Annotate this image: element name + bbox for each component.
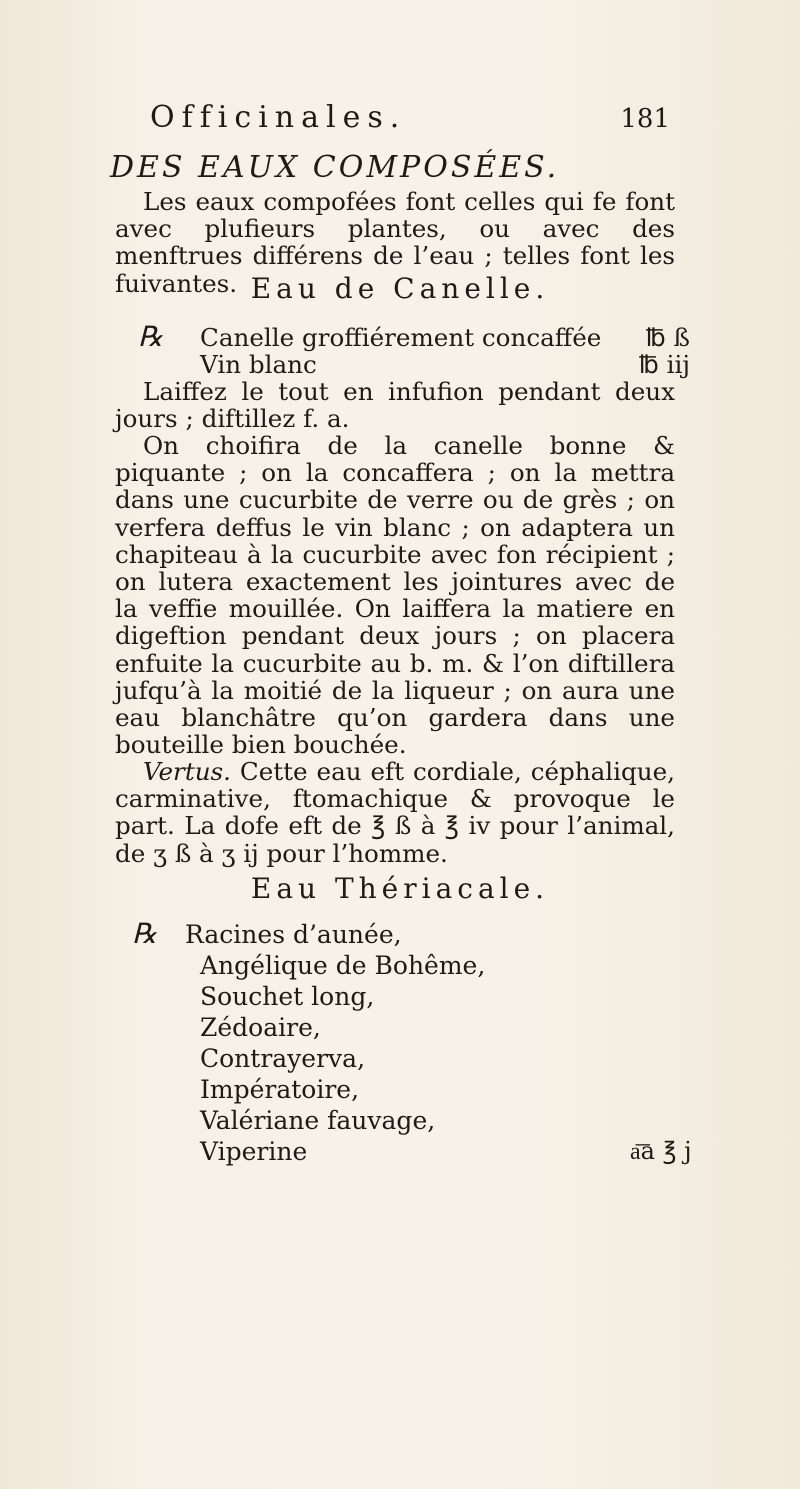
ingredient-line: Contrayerva, — [200, 1044, 366, 1073]
ingredient-amount: ℔ ß — [645, 323, 690, 352]
running-head — [150, 100, 670, 150]
ingredient-line — [200, 350, 690, 378]
ingredient-line: Racines d’aunée, — [185, 920, 402, 949]
page-number: 181 — [620, 104, 670, 134]
virtues-text: Cette eau eft cordiale, céphalique, carminative, ftomachique & provoque le part. La dofe eft de ℥ ß à ℥ iv pour l’animal, de ʒ ß à ʒ ij pour l’homme. — [115, 757, 675, 868]
ingredient-line: Angélique de Bohême, — [200, 951, 486, 980]
ingredient-name: Vin blanc — [200, 350, 317, 379]
running-head-title: Officinales. — [150, 100, 407, 135]
ingredient-name: Canelle groffiérement concaffée — [200, 323, 602, 352]
recipe-title-canelle: Eau de Canelle. — [250, 272, 550, 305]
method-paragraph: On choifira de la canelle bonne & piquante ; on la concaffera ; on la mettra dans une cucurbite de verre ou de grès ; on verfera deffus le vin blanc ; on adaptera un chapiteau à la cucurbite avec fon récipient ; on lutera exactement les jointures avec de la veffie mouillée. On laiffera la matiere en digeftion pendant deux jours ; on placera enfuite la cucurbite au b. m. & l’on diftillera jufqu’à la moitié de la liqueur ; on aura une eau blanchâtre qu’on gardera dans une bouteille bien bouchée. — [115, 431, 675, 760]
virtues-paragraph — [115, 758, 675, 867]
ingredient-line: Impératoire, — [200, 1075, 360, 1104]
recipe-symbol-icon: ℞ — [138, 320, 164, 353]
recipe-title-theriacale: Eau Thériacale. — [250, 872, 550, 905]
ingredient-amount: a͞a ℥ j — [630, 1137, 692, 1165]
ingredient-amount: ℔ iij — [638, 350, 690, 379]
instructions-paragraph: Laiffez le tout en infufion pendant deux jours ; diftillez f. a. — [115, 377, 675, 434]
intro-paragraph: Les eaux compofées font celles qui fe font avec plufieurs plantes, ou avec des menftrues différens de l’eau ; telles font les fuivantes. — [115, 187, 675, 298]
ingredient-line: Viperine — [200, 1137, 308, 1166]
section-title: DES EAUX COMPOSÉES. — [110, 150, 560, 185]
ingredient-line: Souchet long, — [200, 982, 375, 1011]
recipe-symbol-icon: ℞ — [132, 917, 158, 950]
ingredient-line: Valériane fauvage, — [200, 1106, 436, 1135]
virtues-label: Vertus. — [143, 757, 231, 786]
ingredient-line — [200, 323, 690, 351]
ingredient-line: Zédoaire, — [200, 1013, 321, 1042]
